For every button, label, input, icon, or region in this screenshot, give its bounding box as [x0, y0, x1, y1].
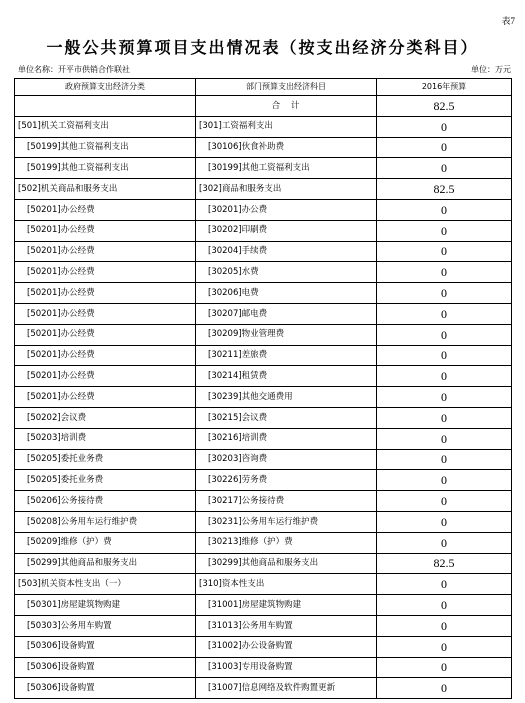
dept-econ-subject-cell: [30206]电费: [196, 283, 377, 304]
header-budget-2016: 2016年预算: [377, 79, 512, 96]
unit-name: 单位名称：开平市供销合作联社: [18, 65, 130, 74]
page-title: 一般公共预算项目支出情况表（按支出经济分类科目）: [46, 38, 479, 57]
dept-econ-subject-cell: [301]工资福利支出: [196, 116, 377, 137]
gov-econ-class-cell: [50209]维修（护）费: [15, 532, 196, 553]
budget-amount-cell: 0: [377, 428, 512, 449]
gov-econ-class-cell: [50201]办公经费: [15, 199, 196, 220]
gov-econ-class-cell: [50306]设备购置: [15, 657, 196, 678]
gov-econ-class-cell: [50201]办公经费: [15, 366, 196, 387]
budget-amount-cell: 0: [377, 137, 512, 158]
dept-econ-subject-cell: [30226]劳务费: [196, 470, 377, 491]
gov-econ-class-cell: [50199]其他工资福利支出: [15, 158, 196, 179]
gov-econ-class-cell: [50201]办公经费: [15, 262, 196, 283]
budget-amount-cell: 0: [377, 283, 512, 304]
table-row: [15, 241, 512, 262]
table-row: [15, 449, 512, 470]
gov-econ-class-cell: [503]机关资本性支出（一）: [15, 574, 196, 595]
table-row: [15, 179, 512, 200]
dept-econ-subject-cell: [310]资本性支出: [196, 574, 377, 595]
gov-econ-class-cell: [50201]办公经费: [15, 283, 196, 304]
dept-econ-subject-cell: [30202]印刷费: [196, 220, 377, 241]
table-row: [15, 491, 512, 512]
table-row: [15, 199, 512, 220]
budget-amount-cell: 0: [377, 511, 512, 532]
dept-econ-subject-cell: [30211]差旅费: [196, 345, 377, 366]
gov-econ-class-cell: [502]机关商品和服务支出: [15, 179, 196, 200]
gov-econ-class-cell: [50306]设备购置: [15, 678, 196, 699]
gov-econ-class-cell: [50201]办公经费: [15, 345, 196, 366]
gov-econ-class-cell: [50205]委托业务费: [15, 470, 196, 491]
dept-econ-subject-cell: [30231]公务用车运行维护费: [196, 511, 377, 532]
budget-amount-cell: 0: [377, 366, 512, 387]
gov-econ-class-cell: [50303]公务用车购置: [15, 615, 196, 636]
budget-amount-cell: 0: [377, 262, 512, 283]
gov-econ-class-cell: [50201]办公经费: [15, 241, 196, 262]
dept-econ-subject-cell: [31003]专用设备购置: [196, 657, 377, 678]
budget-amount-cell: 0: [377, 532, 512, 553]
table-row: [15, 532, 512, 553]
table-row: [15, 595, 512, 616]
table-row: [15, 324, 512, 345]
budget-amount-cell: 0: [377, 407, 512, 428]
table-row: [15, 262, 512, 283]
table-row: [15, 428, 512, 449]
table-row: [15, 116, 512, 137]
budget-amount-cell: 82.5: [377, 553, 512, 574]
dept-econ-subject-cell: [30213]维修（护）费: [196, 532, 377, 553]
budget-amount-cell: 0: [377, 324, 512, 345]
dept-econ-subject-cell: [30201]办公费: [196, 199, 377, 220]
table-header-row: [15, 79, 512, 96]
dept-econ-subject-cell: [30203]咨询费: [196, 449, 377, 470]
gov-econ-class-cell: [50306]设备购置: [15, 636, 196, 657]
table-row: [15, 470, 512, 491]
table-row: [15, 303, 512, 324]
table-row: [15, 553, 512, 574]
dept-econ-subject-cell: [31013]公务用车购置: [196, 615, 377, 636]
gov-econ-class-cell: [15, 96, 196, 117]
dept-econ-subject-cell: [30207]邮电费: [196, 303, 377, 324]
gov-econ-class-cell: [50202]会议费: [15, 407, 196, 428]
table-row: [15, 407, 512, 428]
dept-econ-subject-cell: [30299]其他商品和服务支出: [196, 553, 377, 574]
total-amount: 82.5: [377, 96, 512, 117]
table-row: [15, 220, 512, 241]
table-number: 表7: [501, 16, 515, 26]
gov-econ-class-cell: [50201]办公经费: [15, 303, 196, 324]
budget-amount-cell: 0: [377, 678, 512, 699]
table-row: [15, 657, 512, 678]
dept-econ-subject-cell: [30217]公务接待费: [196, 491, 377, 512]
gov-econ-class-cell: [50199]其他工资福利支出: [15, 137, 196, 158]
budget-amount-cell: 0: [377, 574, 512, 595]
total-row: [15, 96, 512, 117]
budget-amount-cell: 0: [377, 636, 512, 657]
budget-amount-cell: 0: [377, 387, 512, 408]
budget-amount-cell: 0: [377, 615, 512, 636]
table-row: [15, 387, 512, 408]
budget-amount-cell: 0: [377, 657, 512, 678]
dept-econ-subject-cell: [302]商品和服务支出: [196, 179, 377, 200]
dept-econ-subject-cell: [30204]手续费: [196, 241, 377, 262]
gov-econ-class-cell: [50299]其他商品和服务支出: [15, 553, 196, 574]
gov-econ-class-cell: [50301]房屋建筑物购建: [15, 595, 196, 616]
currency-unit: 单位：万元: [471, 65, 511, 74]
budget-table: [14, 78, 512, 699]
gov-econ-class-cell: [50201]办公经费: [15, 387, 196, 408]
gov-econ-class-cell: [50203]培训费: [15, 428, 196, 449]
table-row: [15, 636, 512, 657]
dept-econ-subject-cell: [30205]水费: [196, 262, 377, 283]
gov-econ-class-cell: [50208]公务用车运行维护费: [15, 511, 196, 532]
dept-econ-subject-cell: [31001]房屋建筑物购建: [196, 595, 377, 616]
budget-amount-cell: 0: [377, 345, 512, 366]
dept-econ-subject-cell: [30199]其他工资福利支出: [196, 158, 377, 179]
gov-econ-class-cell: [501]机关工资福利支出: [15, 116, 196, 137]
budget-amount-cell: 0: [377, 595, 512, 616]
table-row: [15, 345, 512, 366]
total-label: 合 计: [196, 96, 377, 117]
budget-amount-cell: 0: [377, 449, 512, 470]
budget-amount-cell: 0: [377, 220, 512, 241]
dept-econ-subject-cell: [30216]培训费: [196, 428, 377, 449]
table-row: [15, 615, 512, 636]
dept-econ-subject-cell: [30209]物业管理费: [196, 324, 377, 345]
table-row: [15, 574, 512, 595]
table-row: [15, 511, 512, 532]
header-dept-econ-subject: 部门预算支出经济科目: [196, 79, 377, 96]
budget-amount-cell: 0: [377, 199, 512, 220]
dept-econ-subject-cell: [30106]伙食补助费: [196, 137, 377, 158]
table-row: [15, 366, 512, 387]
header-gov-econ-class: 政府预算支出经济分类: [15, 79, 196, 96]
gov-econ-class-cell: [50201]办公经费: [15, 220, 196, 241]
gov-econ-class-cell: [50201]办公经费: [15, 324, 196, 345]
dept-econ-subject-cell: [31002]办公设备购置: [196, 636, 377, 657]
dept-econ-subject-cell: [30239]其他交通费用: [196, 387, 377, 408]
table-row: [15, 137, 512, 158]
budget-amount-cell: 0: [377, 491, 512, 512]
budget-amount-cell: 0: [377, 158, 512, 179]
table-row: [15, 283, 512, 304]
budget-amount-cell: 0: [377, 303, 512, 324]
dept-econ-subject-cell: [30214]租赁费: [196, 366, 377, 387]
table-row: [15, 158, 512, 179]
gov-econ-class-cell: [50205]委托业务费: [15, 449, 196, 470]
dept-econ-subject-cell: [30215]会议费: [196, 407, 377, 428]
dept-econ-subject-cell: [31007]信息网络及软件购置更新: [196, 678, 377, 699]
budget-amount-cell: 82.5: [377, 179, 512, 200]
budget-amount-cell: 0: [377, 470, 512, 491]
table-row: [15, 678, 512, 699]
budget-amount-cell: 0: [377, 241, 512, 262]
budget-amount-cell: 0: [377, 116, 512, 137]
gov-econ-class-cell: [50206]公务接待费: [15, 491, 196, 512]
budget-table-body: [15, 79, 512, 699]
